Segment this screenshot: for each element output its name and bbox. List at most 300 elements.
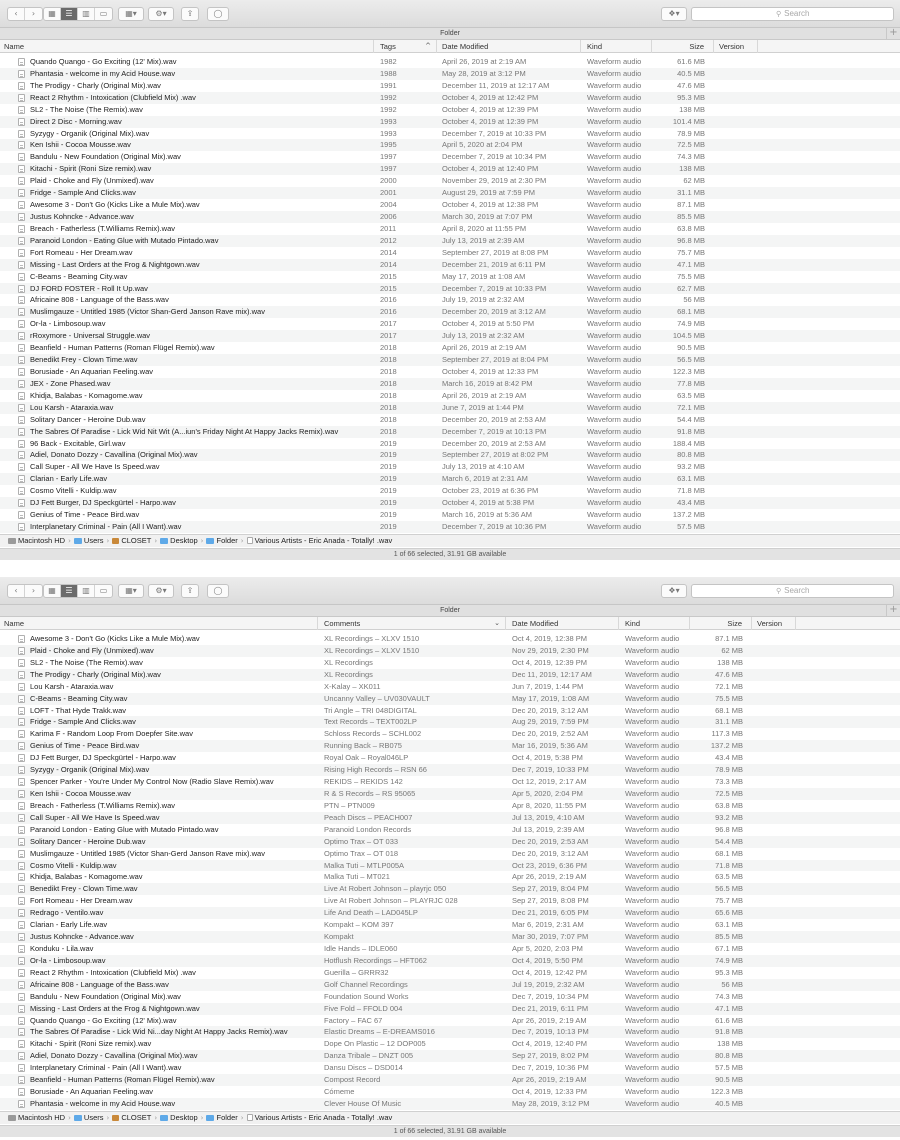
audio-file-icon	[18, 428, 25, 436]
column-kind[interactable]: Kind	[581, 40, 652, 53]
action-gear-button[interactable]: ⚙▾	[148, 7, 174, 21]
table-row[interactable]	[0, 1038, 900, 1050]
cell-kind: Waveform audio	[587, 319, 642, 329]
cell-kind: Waveform audio	[587, 331, 642, 341]
table-row[interactable]	[0, 402, 900, 414]
cell-comments: Uncanny Valley – UV030VAULT	[324, 693, 430, 703]
table-row[interactable]	[0, 848, 900, 860]
cell-size: 63.1 MB	[715, 920, 743, 930]
cell-comments: Foundation Sound Works	[324, 991, 409, 1001]
action-gear-button[interactable]: ⚙▾	[148, 584, 174, 598]
table-row[interactable]	[0, 800, 900, 812]
table-row[interactable]	[0, 681, 900, 693]
table-row[interactable]	[0, 1098, 900, 1110]
cell-name: Borusiade - An Aquarian Feeling.wav	[30, 1087, 153, 1097]
cell-name: Borusiade - An Aquarian Feeling.wav	[30, 366, 153, 376]
cell-name: The Prodigy - Charly (Original Mix).wav	[30, 669, 161, 679]
table-row[interactable]	[0, 390, 900, 402]
path-separator-icon: ›	[240, 537, 244, 545]
path-separator-icon: ›	[240, 1114, 244, 1122]
cell-size: 104.5 MB	[672, 331, 705, 341]
table-row[interactable]	[0, 871, 900, 883]
table-row[interactable]	[0, 895, 900, 907]
cell-name: Call Super - All We Have Is Speed.wav	[30, 812, 160, 822]
cell-comments: Clever House Of Music	[324, 1098, 402, 1108]
path-segment[interactable]	[160, 535, 198, 547]
audio-file-icon	[18, 647, 25, 655]
cell-comments: REKIDS – REKIDS 142	[324, 777, 403, 787]
table-row[interactable]	[0, 104, 900, 116]
cell-size: 72.1 MB	[677, 402, 705, 412]
table-row[interactable]	[0, 497, 900, 509]
cell-kind: Waveform audio	[625, 1087, 680, 1097]
forward-icon[interactable]: ›	[31, 586, 36, 595]
table-row[interactable]	[0, 306, 900, 318]
file-icon	[247, 537, 253, 544]
table-row[interactable]	[0, 907, 900, 919]
back-icon[interactable]: ‹	[8, 585, 25, 597]
cell-name: Bandulu - New Foundation (Original Mix).wav	[30, 991, 181, 1001]
dropbox-icon: ❖	[668, 586, 676, 595]
path-segment[interactable]	[74, 1112, 104, 1124]
cell-name: Karima F - Random Loop From Doepfer Site.wav	[30, 729, 193, 739]
table-row[interactable]	[0, 473, 900, 485]
cell-name: DJ Fett Burger, DJ Speckgürtel - Harpo.wav	[30, 753, 176, 763]
cell-kind: Waveform audio	[587, 426, 642, 436]
cell-size: 54.4 MB	[715, 836, 743, 846]
cell-date-modified: Sep 27, 2019, 8:02 PM	[512, 1051, 589, 1061]
column-view-icon[interactable]: ▥	[78, 585, 95, 597]
column-size[interactable]: Size	[652, 40, 714, 53]
table-row[interactable]	[0, 116, 900, 128]
cell-kind: Waveform audio	[625, 967, 680, 977]
cell-date-modified: Oct 4, 2019, 5:38 PM	[512, 753, 583, 763]
column-size[interactable]: Size	[690, 617, 752, 630]
cell-date-modified: October 4, 2019 at 12:38 PM	[442, 200, 539, 210]
audio-file-icon	[18, 695, 25, 703]
cell-size: 96.8 MB	[677, 235, 705, 245]
list-view-icon[interactable]: ☰	[61, 8, 78, 20]
column-date-modified[interactable]: Date Modified	[437, 40, 581, 53]
path-segment[interactable]	[247, 535, 393, 547]
cell-comments: Optimo Trax – OT 033	[324, 836, 399, 846]
cell-size: 71.8 MB	[677, 486, 705, 496]
audio-file-icon	[18, 993, 25, 1001]
cell-name: Paranoid London - Eating Glue with Mutado Pintado.wav	[30, 824, 219, 834]
table-row[interactable]	[0, 669, 900, 681]
cell-name: Fridge - Sample And Clicks.wav	[30, 188, 136, 198]
cell-name: Cosmo Vitelli - Kuldip.wav	[30, 486, 117, 496]
audio-file-icon	[18, 635, 25, 643]
table-row[interactable]	[0, 128, 900, 140]
cell-tags: 2018	[380, 355, 397, 365]
cell-kind: Waveform audio	[625, 860, 680, 870]
list-view-icon[interactable]: ☰	[61, 585, 78, 597]
audio-file-icon	[18, 201, 25, 209]
cell-name: Lou Karsh - Ataraxia.wav	[30, 402, 114, 412]
path-segment[interactable]	[8, 535, 65, 547]
audio-file-icon	[18, 261, 25, 269]
cell-name: Phantasia - welcome in my Acid House.wav	[30, 1098, 176, 1108]
cell-name: Bandulu - New Foundation (Original Mix).wav	[30, 152, 181, 162]
audio-file-icon	[18, 475, 25, 483]
file-icon	[247, 1114, 253, 1121]
cell-tags: 2018	[380, 378, 397, 388]
audio-file-icon	[18, 814, 25, 822]
audio-file-icon	[18, 82, 25, 90]
cell-size: 62.7 MB	[677, 283, 705, 293]
table-row[interactable]	[0, 509, 900, 521]
audio-file-icon	[18, 873, 25, 881]
cell-name: Africaine 808 - Language of the Bass.wav	[30, 295, 169, 305]
cell-date-modified: Oct 4, 2019, 12:38 PM	[512, 634, 588, 643]
cell-tags: 2019	[380, 510, 397, 520]
path-segment-label: Macintosh HD	[18, 536, 66, 545]
cell-date-modified: December 20, 2019 at 3:12 AM	[442, 307, 546, 317]
path-separator-icon: ›	[68, 1114, 71, 1122]
cell-name: Muslimgauze - Untitled 1985 (Victor Shan-Gerd Janson Rave mix).wav	[30, 848, 265, 858]
table-row[interactable]	[0, 645, 900, 657]
cell-comments: Live At Robert Johnson – PLAYRJC 028	[324, 896, 458, 906]
audio-file-icon	[18, 707, 25, 715]
table-row[interactable]	[0, 426, 900, 438]
cell-size: 72.1 MB	[715, 681, 743, 691]
path-segment[interactable]	[112, 1112, 151, 1124]
cell-kind: Waveform audio	[587, 390, 642, 400]
audio-file-icon	[18, 742, 25, 750]
file-list	[0, 56, 900, 533]
audio-file-icon	[18, 404, 25, 412]
table-row[interactable]	[0, 414, 900, 426]
cell-kind: Waveform audio	[587, 116, 642, 126]
finder-window-comments	[0, 577, 900, 1140]
audio-file-icon	[18, 380, 25, 388]
table-row[interactable]	[0, 68, 900, 80]
path-separator-icon: ›	[200, 1114, 204, 1122]
table-row[interactable]	[0, 860, 900, 872]
cell-size: 75.5 MB	[715, 693, 743, 703]
cell-comments: Golf Channel Recordings	[324, 979, 408, 989]
cell-kind: Waveform audio	[587, 92, 642, 102]
table-row[interactable]	[0, 342, 900, 354]
cell-size: 95.3 MB	[715, 967, 743, 977]
table-row[interactable]	[0, 211, 900, 223]
cell-size: 63.8 MB	[677, 223, 705, 233]
audio-file-icon	[18, 730, 25, 738]
cell-size: 188.4 MB	[672, 438, 705, 448]
column-tags[interactable]: Tags ^	[374, 40, 437, 53]
path-segment[interactable]	[74, 535, 104, 547]
table-row[interactable]	[0, 1086, 900, 1098]
cell-date-modified: Dec 20, 2019, 2:52 AM	[512, 729, 589, 739]
column-view-icon[interactable]: ▥	[78, 8, 95, 20]
table-row[interactable]	[0, 776, 900, 788]
table-row[interactable]	[0, 521, 900, 533]
column-name[interactable]: Name	[0, 40, 374, 53]
table-row[interactable]	[0, 943, 900, 955]
cell-date-modified: December 7, 2019 at 10:13 PM	[442, 426, 547, 436]
cell-kind: Waveform audio	[587, 200, 642, 210]
cell-comments: Rising High Records – RSN 66	[324, 765, 427, 775]
table-row[interactable]	[0, 728, 900, 740]
column-version[interactable]: Version	[714, 40, 758, 53]
audio-file-icon	[18, 1064, 25, 1072]
cell-name: Adiel, Donato Dozzy - Cavallina (Original Mix).wav	[30, 1051, 198, 1061]
cell-name: Justus Kohncke - Advance.wav	[30, 211, 134, 221]
table-row[interactable]	[0, 752, 900, 764]
cell-size: 43.4 MB	[677, 498, 705, 508]
table-row[interactable]	[0, 764, 900, 776]
tags-button[interactable]: ◯	[207, 7, 229, 21]
table-row[interactable]	[0, 56, 900, 68]
cell-date-modified: December 7, 2019 at 10:36 PM	[442, 521, 547, 531]
back-forward-control	[7, 584, 43, 598]
path-separator-icon: ›	[154, 537, 158, 545]
cell-date-modified: Oct 4, 2019, 12:40 PM	[512, 1039, 588, 1049]
table-row[interactable]	[0, 1026, 900, 1038]
table-row[interactable]	[0, 259, 900, 271]
path-segment-label: Desktop	[170, 536, 198, 545]
cell-size: 47.1 MB	[715, 1003, 743, 1013]
cell-size: 78.9 MB	[677, 128, 705, 138]
audio-file-icon	[18, 106, 25, 114]
table-row[interactable]	[0, 979, 900, 991]
table-row[interactable]	[0, 919, 900, 931]
table-row[interactable]	[0, 740, 900, 752]
cell-date-modified: April 5, 2020 at 2:04 PM	[442, 140, 523, 150]
icon-view-icon[interactable]: ▦	[44, 8, 61, 20]
table-row[interactable]	[0, 967, 900, 979]
cell-kind: Waveform audio	[625, 1003, 680, 1013]
audio-file-icon	[18, 921, 25, 929]
table-row[interactable]	[0, 824, 900, 836]
table-row[interactable]	[0, 705, 900, 717]
cell-tags: 1993	[380, 128, 397, 138]
path-segment[interactable]	[8, 1112, 65, 1124]
cell-date-modified: December 7, 2019 at 10:33 PM	[442, 128, 547, 138]
table-row[interactable]	[0, 247, 900, 259]
cell-size: 85.5 MB	[715, 932, 743, 942]
sort-ascending-icon: ^	[425, 42, 431, 50]
add-tab-icon[interactable]: +	[886, 28, 900, 39]
column-kind[interactable]: Kind	[619, 617, 690, 630]
table-row[interactable]	[0, 199, 900, 211]
cell-size: 122.3 MB	[672, 366, 705, 376]
table-row[interactable]	[0, 92, 900, 104]
cell-name: DJ Fett Burger, DJ Speckgürtel - Harpo.wav	[30, 498, 176, 508]
table-row[interactable]	[0, 485, 900, 497]
cell-tags: 2001	[380, 188, 397, 198]
search-input[interactable]: ⚲ Search	[691, 584, 894, 598]
table-row[interactable]	[0, 378, 900, 390]
audio-file-icon	[18, 1076, 25, 1084]
table-row[interactable]	[0, 633, 900, 645]
audio-file-icon	[18, 392, 25, 400]
table-row[interactable]	[0, 438, 900, 450]
cell-tags: 2018	[380, 426, 397, 436]
table-row[interactable]	[0, 318, 900, 330]
cell-size: 77.8 MB	[677, 378, 705, 388]
audio-file-icon	[18, 308, 25, 316]
table-row[interactable]	[0, 330, 900, 342]
table-row[interactable]	[0, 449, 900, 461]
sort-descending-icon: ⌄	[494, 619, 500, 627]
cell-date-modified: October 23, 2019 at 6:36 PM	[442, 486, 539, 496]
back-icon[interactable]: ‹	[8, 8, 25, 20]
cell-size: 91.8 MB	[677, 426, 705, 436]
cell-comments: Life And Death – LAD045LP	[324, 908, 418, 918]
toolbar	[0, 0, 900, 28]
cell-kind: Waveform audio	[587, 223, 642, 233]
table-row[interactable]	[0, 461, 900, 473]
table-row[interactable]	[0, 1003, 900, 1015]
cell-size: 87.1 MB	[715, 634, 743, 643]
table-row[interactable]	[0, 139, 900, 151]
cell-size: 72.5 MB	[677, 140, 705, 150]
audio-file-icon	[18, 141, 25, 149]
cell-name: Redrago - Ventilo.wav	[30, 908, 104, 918]
tags-button[interactable]: ◯	[207, 584, 229, 598]
table-row[interactable]	[0, 80, 900, 92]
cell-name: Solitary Dancer - Heroine Dub.wav	[30, 414, 146, 424]
cell-kind: Waveform audio	[625, 836, 680, 846]
table-row[interactable]	[0, 187, 900, 199]
cell-name: Kitachi - Spirit (Roni Size remix).wav	[30, 1039, 152, 1049]
path-bar	[0, 1111, 900, 1124]
table-row[interactable]	[0, 283, 900, 295]
dropbox-icon: ❖	[668, 9, 676, 18]
cell-name: Missing - Last Orders at the Frog & Nightgown.wav	[30, 1003, 200, 1013]
cell-date-modified: December 11, 2019 at 12:17 AM	[442, 80, 550, 90]
cell-comments: X-Kalay – XK011	[324, 681, 381, 691]
cell-comments: Compost Record	[324, 1075, 381, 1085]
icon-view-icon[interactable]: ▦	[44, 585, 61, 597]
cell-kind: Waveform audio	[587, 235, 642, 245]
dropbox-button[interactable]: ❖▾	[661, 584, 687, 598]
table-row[interactable]	[0, 788, 900, 800]
group-by-button[interactable]: ▦▾	[118, 7, 144, 21]
share-button[interactable]: ⇪	[181, 584, 199, 598]
cell-date-modified: Oct 4, 2019, 12:39 PM	[512, 657, 588, 667]
table-row[interactable]	[0, 931, 900, 943]
audio-file-icon	[18, 344, 25, 352]
path-segment[interactable]	[206, 1112, 237, 1124]
cell-date-modified: Oct 12, 2019, 2:17 AM	[512, 777, 587, 787]
path-segment[interactable]	[247, 1112, 393, 1124]
cell-tags: 1982	[380, 57, 397, 66]
audio-file-icon	[18, 909, 25, 917]
cell-kind: Waveform audio	[587, 474, 642, 484]
add-tab-icon[interactable]: +	[886, 605, 900, 616]
search-icon: ⚲	[776, 10, 782, 18]
cell-date-modified: Oct 23, 2019, 6:36 PM	[512, 860, 588, 870]
table-row[interactable]	[0, 175, 900, 187]
table-row[interactable]	[0, 163, 900, 175]
cell-size: 71.8 MB	[715, 860, 743, 870]
cell-name: Breach - Fatherless (T.Williams Remix).wav	[30, 800, 176, 810]
column-version[interactable]: Version	[752, 617, 796, 630]
path-segment[interactable]	[112, 535, 151, 547]
table-row[interactable]	[0, 366, 900, 378]
audio-file-icon	[18, 153, 25, 161]
dropbox-button[interactable]: ❖▾	[661, 7, 687, 21]
path-segment[interactable]	[206, 535, 237, 547]
table-row[interactable]	[0, 223, 900, 235]
path-segment[interactable]	[160, 1112, 198, 1124]
table-row[interactable]	[0, 657, 900, 669]
cell-date-modified: April 26, 2019 at 2:19 AM	[442, 57, 527, 66]
column-date-modified[interactable]: Date Modified	[506, 617, 619, 630]
cell-date-modified: Apr 26, 2019, 2:19 AM	[512, 872, 587, 882]
table-row[interactable]	[0, 271, 900, 283]
cell-kind: Waveform audio	[625, 872, 680, 882]
cell-kind: Waveform audio	[625, 705, 680, 715]
cell-size: 74.3 MB	[715, 991, 743, 1001]
cell-date-modified: Jul 13, 2019, 2:39 AM	[512, 824, 585, 834]
column-name[interactable]: Name	[0, 617, 318, 630]
table-row[interactable]	[0, 1015, 900, 1027]
group-by-button[interactable]: ▦▾	[118, 584, 144, 598]
cell-comments: Cómeme	[324, 1087, 355, 1097]
folder-icon	[74, 1115, 82, 1121]
path-segment-label: CLOSET	[121, 536, 152, 545]
cell-kind: Waveform audio	[625, 1075, 680, 1085]
cell-kind: Waveform audio	[625, 729, 680, 739]
table-row[interactable]	[0, 1050, 900, 1062]
audio-file-icon	[18, 249, 25, 257]
gallery-view-icon[interactable]: ▭	[99, 9, 108, 18]
cell-kind: Waveform audio	[587, 343, 642, 353]
cell-comments: Tri Angle – TRI 048DIGITAL	[324, 705, 417, 715]
folder-icon	[74, 538, 82, 544]
cell-kind: Waveform audio	[587, 176, 642, 186]
search-input[interactable]: ⚲ Search	[691, 7, 894, 21]
table-row[interactable]	[0, 294, 900, 306]
path-segment-label: CLOSET	[121, 1113, 152, 1122]
cell-comments: Text Records – TEXT002LP	[324, 717, 417, 727]
table-row[interactable]	[0, 955, 900, 967]
table-row[interactable]	[0, 1074, 900, 1086]
cell-date-modified: September 27, 2019 at 8:02 PM	[442, 450, 549, 460]
cell-date-modified: Nov 29, 2019, 2:30 PM	[512, 645, 589, 655]
gallery-view-icon[interactable]: ▭	[99, 586, 108, 595]
back-forward-control	[7, 7, 43, 21]
cell-date-modified: Apr 26, 2019, 2:19 AM	[512, 1015, 587, 1025]
cell-kind: Waveform audio	[587, 462, 642, 472]
table-row[interactable]	[0, 991, 900, 1003]
table-row[interactable]	[0, 812, 900, 824]
cell-comments: XL Recordings	[324, 669, 373, 679]
cell-tags: 2019	[380, 462, 397, 472]
cell-kind: Waveform audio	[625, 657, 680, 667]
table-row[interactable]	[0, 1062, 900, 1074]
cell-size: 74.9 MB	[677, 319, 705, 329]
table-row[interactable]	[0, 693, 900, 705]
column-comments[interactable]: Comments ⌄	[318, 617, 506, 630]
table-row[interactable]	[0, 354, 900, 366]
cell-tags: 1992	[380, 104, 397, 114]
table-row[interactable]	[0, 836, 900, 848]
table-row[interactable]	[0, 883, 900, 895]
share-button[interactable]: ⇪	[181, 7, 199, 21]
table-row[interactable]	[0, 235, 900, 247]
table-row[interactable]	[0, 151, 900, 163]
forward-icon[interactable]: ›	[31, 9, 36, 18]
cell-size: 56.5 MB	[677, 355, 705, 365]
cell-name: C-Beams - Beaming City.wav	[30, 271, 128, 281]
table-row[interactable]	[0, 716, 900, 728]
cell-date-modified: Jul 19, 2019, 2:32 AM	[512, 979, 585, 989]
